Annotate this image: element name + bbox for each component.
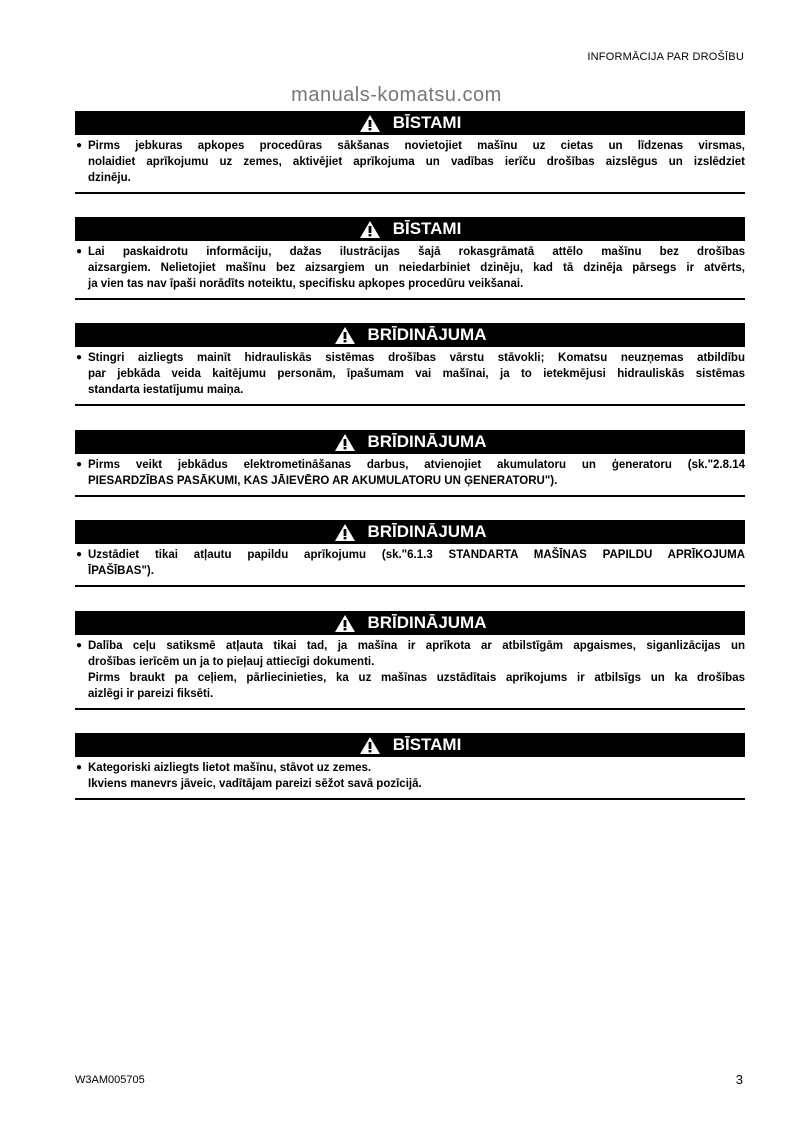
bullet-icon: ● bbox=[76, 140, 83, 151]
bullet-icon: ● bbox=[76, 549, 83, 560]
notice-header bbox=[75, 323, 745, 347]
notice-text-line: ĪPAŠĪBAS"). bbox=[88, 565, 154, 577]
notice-title: BĪSTAMI bbox=[392, 735, 462, 754]
notice-header bbox=[75, 520, 745, 544]
notice-danger bbox=[75, 111, 745, 194]
notice-text-line: nolaidiet aprīkojumu uz zemes, aktivējiet aprīkojuma un vadības ierīču drošības aizslēgus un izslēdziet bbox=[88, 156, 745, 168]
notice-text-line: dzinēju. bbox=[88, 172, 131, 184]
notice-body bbox=[75, 241, 745, 300]
notice-title: BĪSTAMI bbox=[392, 219, 462, 238]
notice-text-line: PIESARDZĪBAS PASĀKUMI, KAS JĀIEVĒRO AR AKUMULATORU UN ĢENERATORU"). bbox=[88, 475, 558, 487]
notice-header bbox=[75, 733, 745, 757]
running-header: INFORMĀCIJA PAR DROŠĪBU bbox=[587, 51, 744, 63]
notice-body bbox=[75, 135, 745, 194]
warning-triangle-icon bbox=[334, 326, 356, 345]
watermark: manuals-komatsu.com bbox=[291, 84, 502, 106]
notice-body bbox=[75, 635, 745, 710]
bullet-icon: ● bbox=[76, 352, 83, 363]
notice-warning bbox=[75, 611, 745, 710]
notice-text-line: ● Pirms veikt jebkādus elektrometināšanas darbus, atvienojiet akumulatoru un ģeneratoru (sk."2.8.14 bbox=[76, 459, 745, 471]
page-number: 3 bbox=[735, 1072, 743, 1087]
notice-text-line: ja vien tas nav īpaši norādīts noteiktu, specifisku apkopes procedūru veikšanai. bbox=[88, 278, 524, 290]
bullet-icon: ● bbox=[76, 459, 83, 470]
notice-text-line: ● Stingri aizliegts mainīt hidrauliskās sistēmas drošības vārstu stāvokli; Komatsu neuzņemas atbildību bbox=[76, 352, 745, 364]
notice-title: BRĪDINĀJUMA bbox=[367, 325, 487, 344]
warning-triangle-icon bbox=[359, 114, 381, 133]
notice-body bbox=[75, 544, 745, 587]
notice-danger bbox=[75, 733, 745, 800]
notice-text-line: ● Kategoriski aizliegts lietot mašīnu, stāvot uz zemes. bbox=[76, 762, 372, 774]
warning-triangle-icon bbox=[359, 220, 381, 239]
notice-text-line: ● Lai paskaidrotu informāciju, dažas ilustrācijas šajā rokasgrāmatā attēlo mašīnu bez drošības bbox=[76, 246, 745, 258]
document-code: W3AM005705 bbox=[75, 1074, 145, 1086]
notice-text-line: Pirms braukt pa ceļiem, pārliecinieties, ka uz mašīnas uzstādītais aprīkojums ir atbilsīgs un ka drošības bbox=[88, 672, 745, 684]
notice-header bbox=[75, 430, 745, 454]
notice-text-line: ● Dalība ceļu satiksmē atļauta tikai tad, ja mašīna ir aprīkota ar atbilstīgām apgaismes, siganlizācijas un bbox=[76, 640, 745, 652]
notice-title: BRĪDINĀJUMA bbox=[367, 522, 487, 541]
bullet-icon: ● bbox=[76, 640, 83, 651]
notice-title: BĪSTAMI bbox=[392, 113, 462, 132]
notice-text-line: standarta iestatījumu maiņa. bbox=[88, 384, 244, 396]
notice-warning bbox=[75, 430, 745, 497]
notice-header bbox=[75, 111, 745, 135]
warning-triangle-icon bbox=[334, 433, 356, 452]
notice-warning bbox=[75, 520, 745, 587]
notice-text-line: ● Pirms jebkuras apkopes procedūras sākšanas novietojiet mašīnu uz cietas un līdzenas virsmas, bbox=[76, 140, 745, 152]
bullet-icon: ● bbox=[76, 762, 83, 773]
notice-warning bbox=[75, 323, 745, 406]
notice-title: BRĪDINĀJUMA bbox=[367, 432, 487, 451]
notice-text-line: aizlēgi ir pareizi fiksēti. bbox=[88, 688, 214, 700]
notice-header bbox=[75, 611, 745, 635]
notice-body bbox=[75, 757, 745, 800]
notice-danger bbox=[75, 217, 745, 300]
notice-text-line: drošības ierīcēm un ja to pieļauj attiecīgi dokumenti. bbox=[88, 656, 375, 668]
notice-text-line: aizsargiem. Nelietojiet mašīnu bez aizsargiem un neiedarbiniet dzinēju, kad tā dzinēja pārsegs ir atvērts, bbox=[88, 262, 745, 274]
warning-triangle-icon bbox=[334, 614, 356, 633]
notice-title: BRĪDINĀJUMA bbox=[367, 613, 487, 632]
bullet-icon: ● bbox=[76, 246, 83, 257]
warning-triangle-icon bbox=[359, 736, 381, 755]
notice-text-line: Ikviens manevrs jāveic, vadītājam pareizi sēžot savā pozīcijā. bbox=[88, 778, 422, 790]
warning-triangle-icon bbox=[334, 523, 356, 542]
notice-text-line: par jebkāda veida kaitējumu personām, īpašumam vai mašīnai, ja to ietekmējusi hidrauliskās sistēmas bbox=[88, 368, 745, 380]
notice-body bbox=[75, 454, 745, 497]
notice-text-line: ● Uzstādiet tikai atļautu papildu aprīkojumu (sk."6.1.3 STANDARTA MAŠĪNAS PAPILDU APRĪKOJUMA bbox=[76, 549, 745, 561]
notice-body bbox=[75, 347, 745, 406]
notice-header bbox=[75, 217, 745, 241]
